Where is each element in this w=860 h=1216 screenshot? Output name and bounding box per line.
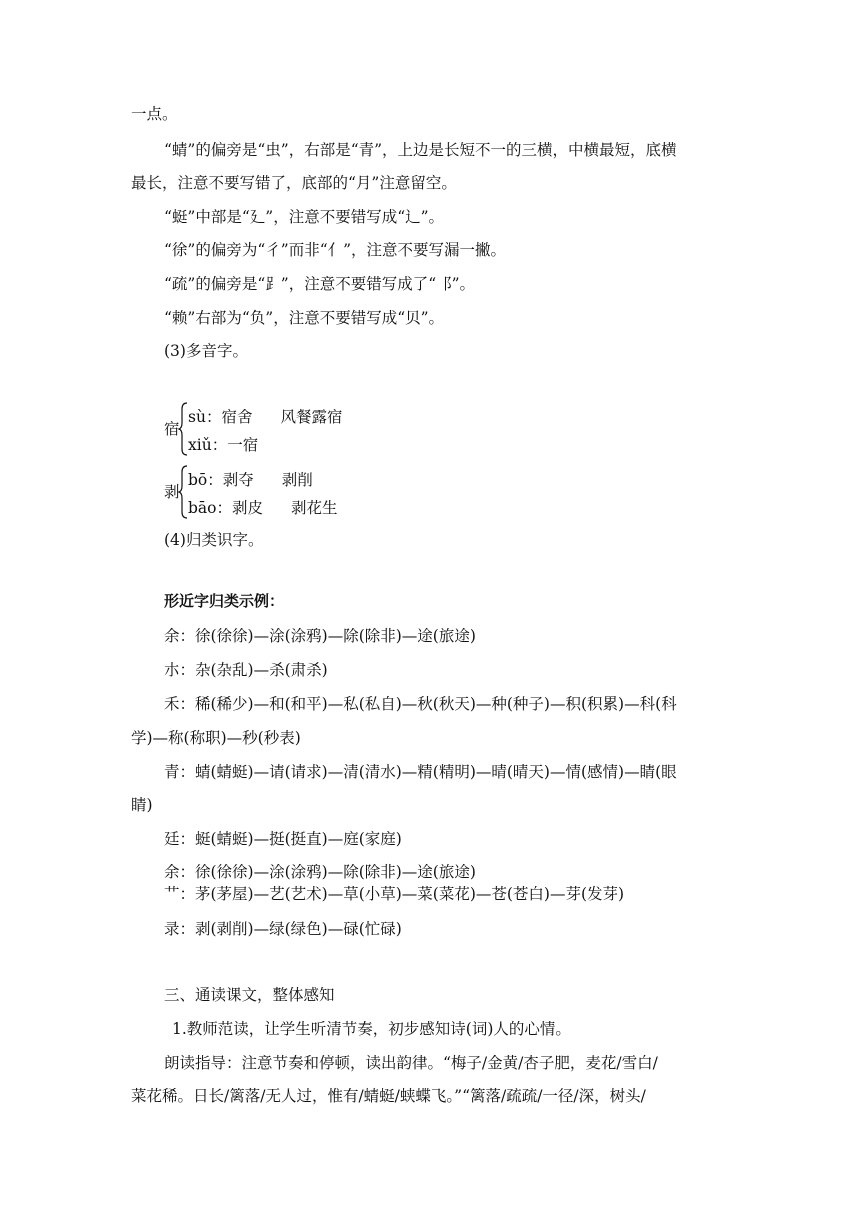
pinyin: bāo	[188, 499, 217, 517]
similar-line: 禾：稀(稀少)—和(和平)—私(私自)—秋(秋天)—种(种子)—积(积累)—科(科	[164, 695, 677, 713]
word: 剥花生	[291, 499, 338, 517]
similar-line: 青：蜻(蜻蜓)—请(请求)—清(清水)—精(精明)—晴(晴天)—情(感情)—睛(眼	[164, 763, 677, 781]
similar-line: 录：剥(剥削)—绿(绿色)—碌(忙碌)	[164, 920, 402, 938]
reading-row: bō：剥夺 剥削	[188, 471, 313, 489]
polyphone-block	[164, 464, 384, 522]
text-line: “蜻”的偏旁是“虫”，右部是“青”，上边是长短不一的三横，中横最短，底横	[164, 141, 677, 159]
similar-line: 余：徐(徐徐)—涂(涂鸦)—除(除非)—途(旅途)	[164, 627, 476, 645]
pinyin: xiǔ	[188, 436, 212, 454]
brace-icon	[178, 464, 188, 520]
word: 剥夺	[222, 471, 254, 489]
reading-row: sù：宿舍 风餐露宿	[188, 408, 343, 426]
text-line: 朗读指导：注意节奏和停顿，读出韵律。“梅子/金黄/杏子肥，麦花/雪白/	[164, 1054, 658, 1072]
text-line: “疏”的偏旁是“⻊”，注意不要错写成了“⻏”。	[164, 275, 476, 293]
word: 剥皮	[232, 499, 264, 517]
polyphone-char: 宿	[164, 420, 180, 438]
word: 宿舍	[221, 408, 253, 426]
section-heading: (3)多音字。	[164, 342, 248, 360]
reading-row: xiǔ：一宿	[188, 436, 259, 454]
similar-line: 余：徐(徐徐)—涂(涂鸦)—除(除非)—途(旅途)	[164, 863, 476, 881]
text-line: “蜓”中部是“廴”，注意不要错写成“辶”。	[164, 208, 445, 226]
word: 风餐露宿	[280, 408, 343, 426]
text-line: “赖”右部为“负”，注意不要错写成“贝”。	[164, 309, 445, 327]
text-line: 菜花稀。日长/篱落/无人过，惟有/蜻蜓/蛱蝶飞。”“篱落/疏疏/一径/深，树头/	[131, 1087, 646, 1105]
similar-chars-title: 形近字归类示例：	[164, 592, 285, 610]
section-heading: (4)归类识字。	[164, 531, 264, 549]
similar-line: 艹：茅(茅屋)—艺(艺术)—草(小草)—菜(菜花)—苍(苍白)—芽(发芽)	[164, 885, 625, 903]
text-line: 最长，注意不要写错了，底部的“月”注意留空。	[131, 174, 457, 192]
polyphone-block	[164, 401, 384, 459]
section-title: 三、通读课文，整体感知	[164, 986, 335, 1004]
word: 剥削	[281, 471, 313, 489]
text-line: 一点。	[131, 105, 178, 123]
similar-line: 朩：杂(杂乱)—杀(肃杀)	[164, 661, 328, 679]
pinyin: bō	[188, 471, 208, 489]
similar-line: 睛)	[131, 796, 153, 814]
similar-line: 学)—称(称职)—秒(秒表)	[131, 729, 301, 747]
pinyin: sù	[188, 408, 206, 426]
text-line: “徐”的偏旁为“彳”而非“亻”，注意不要写漏一撇。	[164, 241, 507, 259]
polyphone-char: 剥	[164, 483, 180, 501]
brace-icon	[178, 401, 188, 457]
reading-row: bāo：剥皮 剥花生	[188, 499, 338, 517]
text-line: 1.教师范读，让学生听清节奏，初步感知诗(词)人的心情。	[172, 1020, 571, 1038]
similar-line: 廷：蜓(蜻蜓)—挺(挺直)—庭(家庭)	[164, 830, 402, 848]
word: 一宿	[227, 436, 259, 454]
